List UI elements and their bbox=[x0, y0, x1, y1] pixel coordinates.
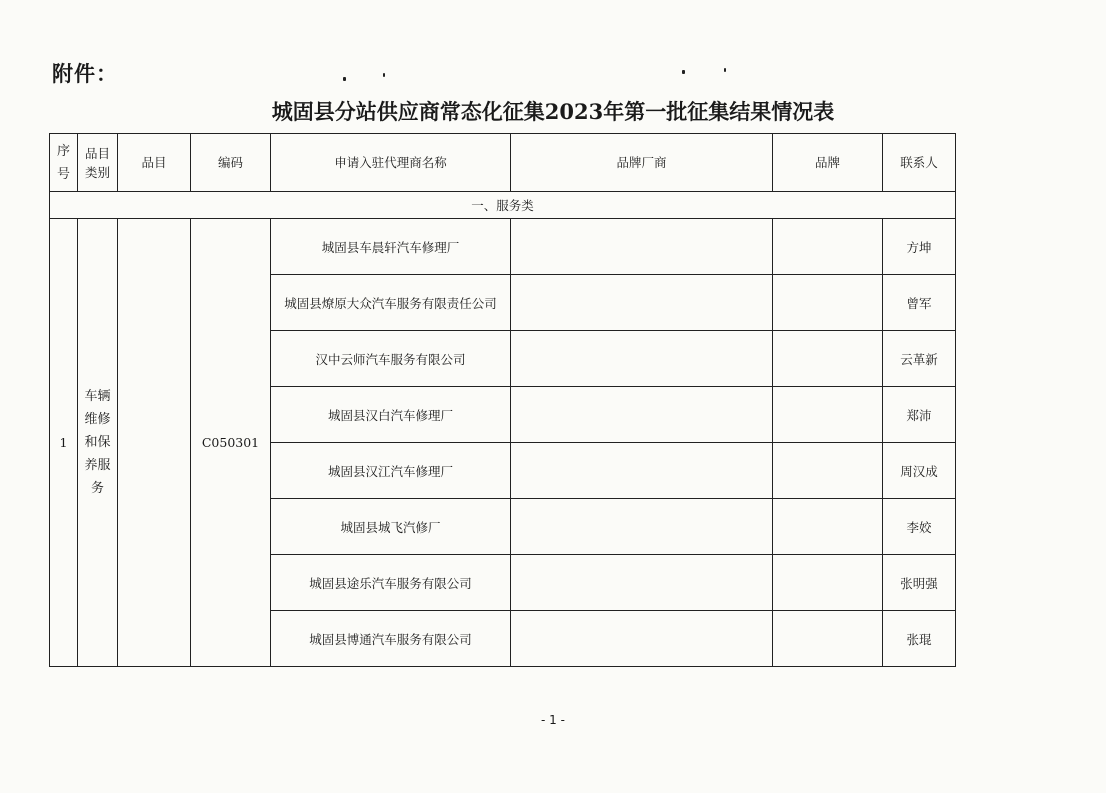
manufacturer-cell bbox=[511, 331, 773, 387]
document-title: 城固县分站供应商常态化征集2023年第一批征集结果情况表 bbox=[271, 99, 835, 124]
brand-cell bbox=[773, 387, 883, 443]
applicant-name: 城固县燎原大众汽车服务有限责任公司 bbox=[271, 275, 511, 331]
header-item: 品目 bbox=[118, 134, 191, 192]
brand-cell bbox=[773, 275, 883, 331]
applicant-name: 城固县途乐汽车服务有限公司 bbox=[271, 555, 511, 611]
brand-cell bbox=[773, 331, 883, 387]
table-row bbox=[50, 219, 956, 275]
header-seq bbox=[50, 134, 78, 192]
brand-cell bbox=[773, 611, 883, 667]
scan-speck bbox=[682, 70, 685, 74]
header-code: 编码 bbox=[191, 134, 271, 192]
header-seq-label: 序号 bbox=[56, 143, 70, 182]
scan-speck bbox=[724, 68, 726, 72]
applicant-name: 汉中云师汽车服务有限公司 bbox=[271, 331, 511, 387]
scan-speck bbox=[343, 77, 346, 81]
applicant-name: 城固县车晨轩汽车修理厂 bbox=[271, 219, 511, 275]
contact-name: 曾军 bbox=[883, 275, 956, 331]
applicant-name: 城固县城飞汽修厂 bbox=[271, 499, 511, 555]
page-number: - 1 - bbox=[541, 713, 565, 727]
manufacturer-cell bbox=[511, 499, 773, 555]
contact-name: 张明强 bbox=[883, 555, 956, 611]
manufacturer-cell bbox=[511, 443, 773, 499]
group-item bbox=[118, 219, 191, 667]
results-table bbox=[49, 133, 956, 667]
group-seq: 1 bbox=[50, 219, 78, 667]
section-label: 一、服务类 bbox=[50, 192, 956, 219]
manufacturer-cell bbox=[511, 611, 773, 667]
applicant-name: 城固县汉白汽车修理厂 bbox=[271, 387, 511, 443]
header-category-label: 品目类别 bbox=[84, 145, 110, 180]
contact-name: 周汉成 bbox=[883, 443, 956, 499]
scan-speck bbox=[383, 73, 385, 77]
manufacturer-cell bbox=[511, 387, 773, 443]
manufacturer-cell bbox=[511, 219, 773, 275]
contact-name: 郑沛 bbox=[883, 387, 956, 443]
brand-cell bbox=[773, 219, 883, 275]
header-contact: 联系人 bbox=[883, 134, 956, 192]
group-category bbox=[78, 219, 118, 667]
header-applicant: 申请入驻代理商名称 bbox=[271, 134, 511, 192]
brand-cell bbox=[773, 443, 883, 499]
contact-name: 方坤 bbox=[883, 219, 956, 275]
brand-cell bbox=[773, 555, 883, 611]
applicant-name: 城固县博通汽车服务有限公司 bbox=[271, 611, 511, 667]
applicant-name: 城固县汉江汽车修理厂 bbox=[271, 443, 511, 499]
group-code: C050301 bbox=[191, 219, 271, 667]
manufacturer-cell bbox=[511, 275, 773, 331]
header-row bbox=[50, 134, 956, 192]
section-row bbox=[50, 192, 956, 219]
contact-name: 云革新 bbox=[883, 331, 956, 387]
contact-name: 张琨 bbox=[883, 611, 956, 667]
group-category-label: 车辆维修和保养服务 bbox=[84, 389, 111, 496]
header-manufacturer: 品牌厂商 bbox=[511, 134, 773, 192]
brand-cell bbox=[773, 499, 883, 555]
contact-name: 李姣 bbox=[883, 499, 956, 555]
header-category bbox=[78, 134, 118, 192]
header-brand: 品牌 bbox=[773, 134, 883, 192]
manufacturer-cell bbox=[511, 555, 773, 611]
attachment-label: 附件： bbox=[52, 62, 118, 86]
